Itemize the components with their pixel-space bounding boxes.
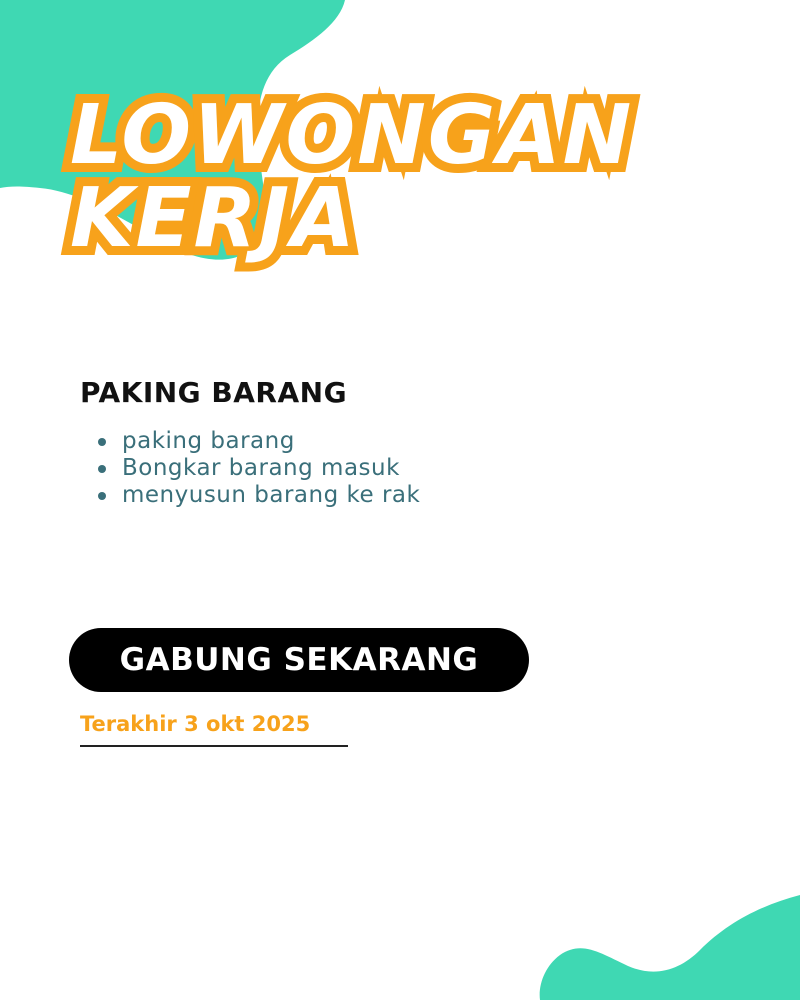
headline-line-1: LOWONGAN	[70, 88, 634, 183]
duty-item	[98, 455, 420, 482]
deadline-text: Terakhir 3 okt 2025	[80, 712, 311, 736]
bullet-icon	[98, 465, 106, 473]
bullet-icon	[98, 438, 106, 446]
duty-item	[98, 482, 420, 509]
duty-text: paking barang	[122, 428, 295, 454]
bullet-icon	[98, 492, 106, 500]
headline-line-2: KERJA	[70, 171, 357, 266]
duty-list	[98, 428, 420, 509]
join-now-button[interactable]: GABUNG SEKARANG	[69, 628, 529, 692]
duty-text: Bongkar barang masuk	[122, 455, 400, 481]
bottom-right-teal-blob	[540, 895, 800, 1000]
deadline-underline	[80, 745, 348, 747]
job-title: PAKING BARANG	[80, 376, 348, 409]
duty-text: menyusun barang ke rak	[122, 482, 421, 508]
duty-item	[98, 428, 420, 455]
